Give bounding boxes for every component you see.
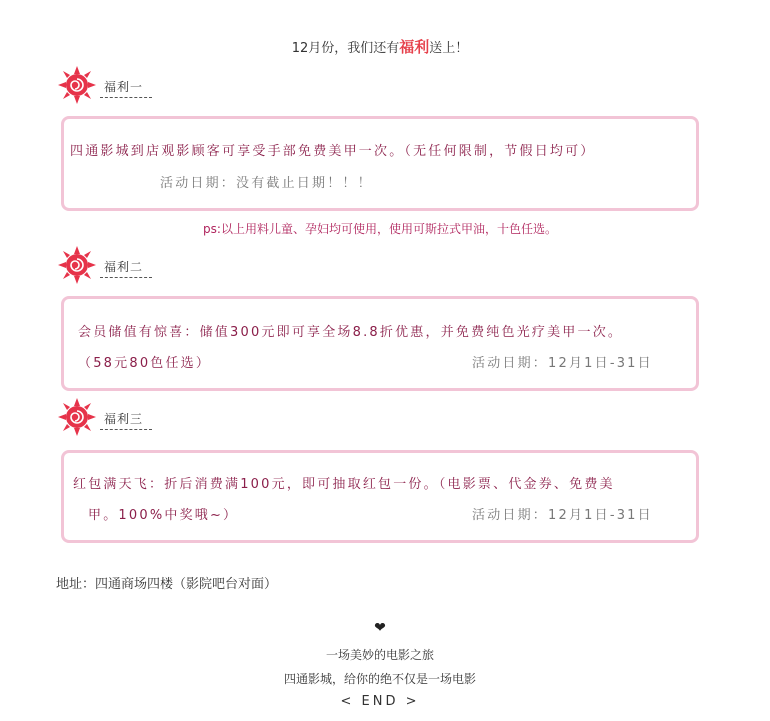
benefit-card-1 xyxy=(61,116,699,211)
section-header-3 xyxy=(58,398,258,438)
section-header-1 xyxy=(58,66,258,106)
section-header-2 xyxy=(58,246,258,286)
address-text: 地址：四通商场四楼（影院吧台对面） xyxy=(56,577,278,592)
intro-line xyxy=(0,36,760,57)
benefit-card-2 xyxy=(61,296,699,391)
intro-highlight: 福利 xyxy=(399,38,430,56)
heart-icon: ❤ xyxy=(374,620,386,636)
intro-after: 送上！ xyxy=(429,41,469,56)
section-title: 福利三 xyxy=(104,412,144,426)
ps-note: ps:以上用料儿童、孕妇均可使用，使用可斯拉式甲油，十色任选。 xyxy=(203,222,557,236)
card-date-text: 活动日期：12月1日-31日 xyxy=(472,356,653,371)
sun-icon xyxy=(58,66,96,104)
footer-end: < END > xyxy=(340,694,420,709)
section-title: 福利二 xyxy=(104,260,144,274)
section-underline xyxy=(100,277,152,278)
card-note-text: （58元80色任选） xyxy=(78,356,212,371)
benefit-card-3 xyxy=(61,450,699,543)
card-main-text: 会员储值有惊喜：储值300元即可享全场8.8折优惠，并免费纯色光疗美甲一次。 xyxy=(78,325,624,340)
footer-line-2: 四通影城，给你的绝不仅是一场电影 xyxy=(283,672,476,686)
footer-line-1: 一场美妙的电影之旅 xyxy=(325,648,434,662)
section-underline xyxy=(100,429,152,430)
card-date-text: 活动日期：没有截止日期！！！ xyxy=(160,176,373,191)
sun-icon xyxy=(58,398,96,436)
card-date-text: 活动日期：12月1日-31日 xyxy=(472,508,653,523)
card-main-text: 四通影城到店观影顾客可享受手部免费美甲一次。（无任何限制，节假日均可） xyxy=(70,144,596,159)
card-note-text: 甲。100%中奖哦~） xyxy=(88,508,239,523)
section-underline xyxy=(100,97,152,98)
card-main-text: 红包满天飞：折后消费满100元，即可抽取红包一份。（电影票、代金券、免费美 xyxy=(73,477,615,492)
section-title: 福利一 xyxy=(104,80,144,94)
sun-icon xyxy=(58,246,96,284)
intro-before: 12月份，我们还有 xyxy=(291,41,400,56)
